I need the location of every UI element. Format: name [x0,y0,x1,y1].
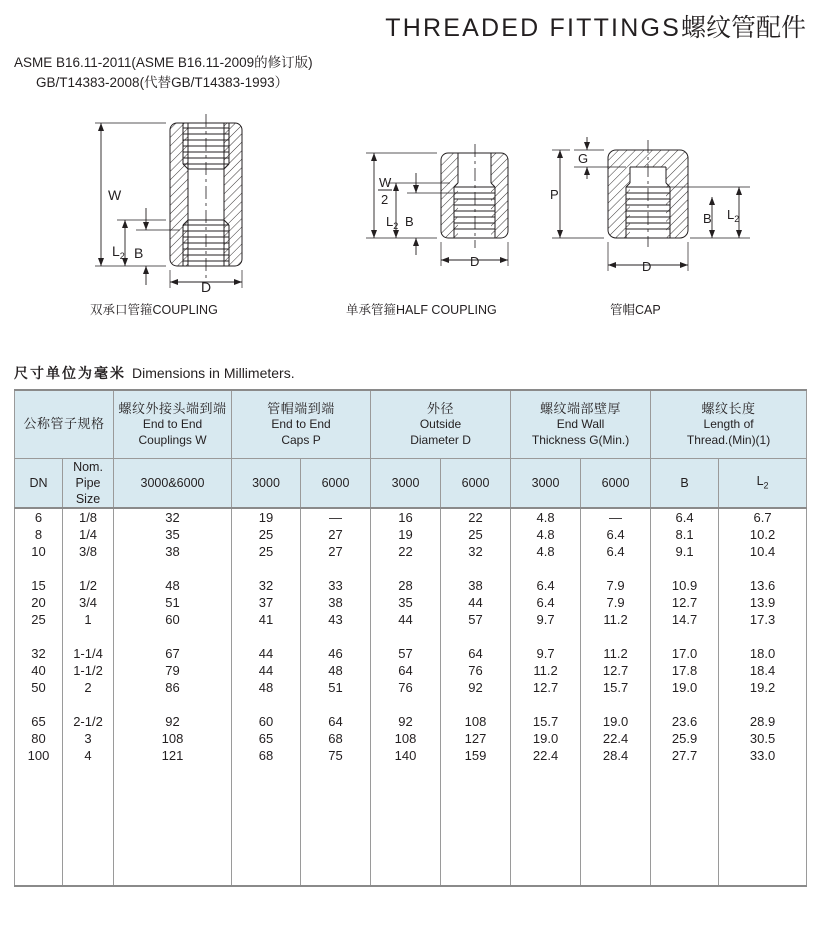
table-spacer-cell [371,628,441,645]
table-cell: 27 [301,526,371,543]
table-cell: 92 [441,679,511,696]
half-coupling-label-w: W [379,175,392,191]
table-spacer-cell [114,560,232,577]
table-cell: 19 [232,508,301,526]
table-cell: 35 [371,594,441,611]
table-spacer-cell [15,696,63,713]
table-row [15,508,807,526]
table-spacer-cell [63,696,114,713]
table-cell: 50 [15,679,63,696]
table-cell: 19.0 [581,713,651,730]
table-spacer-cell [15,560,63,577]
table-cell: 92 [371,713,441,730]
table-cell: 6 [15,508,63,526]
table-cell: 3 [63,730,114,747]
table-cell: 19.0 [651,679,719,696]
table-spacer-cell [581,628,651,645]
table-cell: 22 [441,508,511,526]
table-cell: 80 [15,730,63,747]
page-title [0,0,820,44]
table-cell: 2-1/2 [63,713,114,730]
table-cell: 65 [15,713,63,730]
table-cell: 3/4 [63,594,114,611]
column-header-l2: $L_2$ [719,458,807,508]
column-header-w-3000-6000: 3000&6000 [114,458,232,508]
table-cell: 44 [232,662,301,679]
table-spacer-cell [651,560,719,577]
table-cell: 1 [63,611,114,628]
table-cell: 28.4 [581,747,651,764]
coupling-label-d: D [201,279,212,296]
page-title-en: THREADED FITTINGS [385,14,681,42]
table-spacer-cell [301,696,371,713]
table-cell: 76 [441,662,511,679]
table-row [15,730,807,747]
table-cell: 12.7 [581,662,651,679]
table-cell: 28.9 [719,713,807,730]
table-cell: 32 [114,508,232,526]
table-cell: 14.7 [651,611,719,628]
table-spacer-cell [301,560,371,577]
table-cell: 51 [301,679,371,696]
table-cell: 12.7 [651,594,719,611]
figure-caption-half-coupling: 单承管箍HALF COUPLING [346,303,497,318]
figure-caption-coupling: 双承口管箍COUPLING [90,303,218,318]
group-header-nominal-size: 公称管子规格 [15,390,114,458]
table-cell: 19.0 [511,730,581,747]
table-cell: 38 [301,594,371,611]
table-cell: 25.9 [651,730,719,747]
group-header-thread-length: 螺纹长度 Length of Thread.(Min)(1) [651,390,807,458]
spec-table-body [15,508,807,886]
cap-label-l2: $L_2$ [727,207,740,225]
table-cell: 86 [114,679,232,696]
half-coupling-label-l2: $L_2$ [386,214,399,232]
table-cell: 22.4 [511,747,581,764]
table-cell: 108 [371,730,441,747]
table-group-spacer [15,696,807,713]
table-cell: 32 [441,543,511,560]
table-cell: 57 [441,611,511,628]
table-cell: 1-1/2 [63,662,114,679]
table-cell: 10.4 [719,543,807,560]
table-cell: 64 [441,645,511,662]
spec-table-head [15,390,807,508]
figure-half-coupling [346,138,538,318]
units-note [14,363,820,383]
table-cell: 25 [15,611,63,628]
table-cell: 65 [232,730,301,747]
table-cell: 19 [371,526,441,543]
table-cell: 10 [15,543,63,560]
standard-gb: GB/T14383-2008(代替GB/T14383-1993） [36,74,289,90]
table-cell: 20 [15,594,63,611]
group-header-couplings-w: 螺纹外接头端到端 End to End Couplings W [114,390,232,458]
table-spacer-cell [232,696,301,713]
table-row [15,662,807,679]
table-cell: 11.2 [511,662,581,679]
table-cell: 76 [371,679,441,696]
group-header-end-wall-thickness-en: End Wall Thickness G(Min.) [531,417,630,447]
standard-asme: ASME B16.11-2011(ASME B16.11-2009的修订版) [14,55,313,70]
table-filler-cell [651,764,719,886]
cap-label-g: G [578,151,589,167]
table-cell: 108 [441,713,511,730]
table-filler-cell [441,764,511,886]
half-coupling-label-b: B [405,214,414,230]
table-spacer-cell [371,696,441,713]
table-row [15,594,807,611]
table-cell: 11.2 [581,645,651,662]
table-cell: 15.7 [511,713,581,730]
table-cell: 40 [15,662,63,679]
table-spacer-cell [511,628,581,645]
table-spacer-cell [301,628,371,645]
table-cell: 18.4 [719,662,807,679]
table-group-spacer [15,628,807,645]
table-cell: 30.5 [719,730,807,747]
table-cell: 68 [232,747,301,764]
table-cell: 38 [441,577,511,594]
table-cell: 57 [371,645,441,662]
table-cell: 8.1 [651,526,719,543]
table-cell: 18.0 [719,645,807,662]
table-cell: 44 [371,611,441,628]
table-row [15,577,807,594]
table-cell: 17.3 [719,611,807,628]
table-cell: 48 [301,662,371,679]
column-header-p-6000: 6000 [301,458,371,508]
table-spacer-cell [63,628,114,645]
coupling-drawing [70,110,270,295]
table-cell: 4 [63,747,114,764]
table-cell: 33.0 [719,747,807,764]
table-cell: 75 [301,747,371,764]
table-filler-cell [371,764,441,886]
column-header-g-6000: 6000 [581,458,651,508]
table-row [15,526,807,543]
figure-cap [540,135,760,318]
table-spacer-cell [114,628,232,645]
table-cell: 43 [301,611,371,628]
table-spacer-cell [441,696,511,713]
table-cell: 4.8 [511,543,581,560]
table-cell: 68 [301,730,371,747]
units-note-en: Dimensions in Millimeters. [132,365,295,382]
table-cell: 9.7 [511,645,581,662]
group-header-caps-p-en: End to End Caps P [271,417,331,447]
table-cell: 37 [232,594,301,611]
table-cell: 48 [114,577,232,594]
table-spacer-cell [371,560,441,577]
table-spacer-cell [511,560,581,577]
table-filler-cell [63,764,114,886]
table-cell: 44 [232,645,301,662]
group-header-outside-diameter: 外径 Outside Diameter D [371,390,511,458]
table-spacer-cell [232,628,301,645]
table-cell: 25 [232,543,301,560]
group-header-couplings-w-en: End to End Couplings W [138,417,207,447]
table-filler-cell [114,764,232,886]
table-row [15,645,807,662]
page-title-cn: 螺纹管配件 [680,14,806,42]
table-cell: 38 [114,543,232,560]
coupling-label-b: B [134,245,144,262]
table-filler-cell [719,764,807,886]
table-spacer-cell [441,560,511,577]
table-spacer-cell [232,560,301,577]
table-spacer-cell [651,628,719,645]
table-cell: 16 [371,508,441,526]
table-cell: 12.7 [511,679,581,696]
figure-caption-cap: 管帽CAP [610,303,661,318]
table-cell: 92 [114,713,232,730]
table-filler-cell [15,764,63,886]
table-cell: 121 [114,747,232,764]
table-cell: 17.0 [651,645,719,662]
table-cell: 23.6 [651,713,719,730]
table-cell: 6.4 [651,508,719,526]
table-cell: — [581,508,651,526]
table-row [15,611,807,628]
table-cell: 6.4 [511,577,581,594]
table-filler-cell [301,764,371,886]
table-spacer-cell [651,696,719,713]
table-cell: 100 [15,747,63,764]
table-filler-cell [511,764,581,886]
table-cell: 48 [232,679,301,696]
table-cell: 27 [301,543,371,560]
table-cell: 51 [114,594,232,611]
table-cell: 60 [232,713,301,730]
table-cell: 1/4 [63,526,114,543]
table-cell: 9.1 [651,543,719,560]
table-cell: 17.8 [651,662,719,679]
table-cell: 7.9 [581,594,651,611]
half-coupling-drawing [358,138,538,298]
table-cell: 9.7 [511,611,581,628]
column-header-g-3000: 3000 [511,458,581,508]
table-cell: 11.2 [581,611,651,628]
table-spacer-cell [719,628,807,645]
table-cell: 4.8 [511,526,581,543]
header-row-class [15,458,807,508]
table-cell: 13.6 [719,577,807,594]
cap-label-d: D [642,259,652,275]
group-header-outside-diameter-en: Outside Diameter D [410,417,471,447]
table-cell: 22 [371,543,441,560]
table-filler-cell [232,764,301,886]
table-cell: 32 [232,577,301,594]
table-cell: 46 [301,645,371,662]
table-cell: 64 [371,662,441,679]
figure-coupling [70,110,270,318]
table-cell: 7.9 [581,577,651,594]
table-cell: 79 [114,662,232,679]
table-cell: 35 [114,526,232,543]
table-spacer-cell [114,696,232,713]
spec-table [14,389,807,887]
table-cell: 6.4 [581,526,651,543]
half-coupling-label-d: D [470,254,480,270]
table-cell: 6.4 [581,543,651,560]
table-cell: 127 [441,730,511,747]
table-cell: 13.9 [719,594,807,611]
table-row [15,543,807,560]
column-header-d-3000: 3000 [371,458,441,508]
half-coupling-label-w-denominator: 2 [381,192,389,208]
table-spacer-cell [581,696,651,713]
table-group-spacer [15,560,807,577]
table-cell: 159 [441,747,511,764]
table-cell: — [301,508,371,526]
table-spacer-cell [581,560,651,577]
table-cell: 1/8 [63,508,114,526]
column-header-nom-pipe-size: Nom. Pipe Size [63,458,114,508]
standards-block [14,53,820,92]
table-cell: 1-1/4 [63,645,114,662]
table-spacer-cell [441,628,511,645]
column-header-p-3000: 3000 [232,458,301,508]
table-spacer-cell [15,628,63,645]
table-cell: 22.4 [581,730,651,747]
table-cell: 2 [63,679,114,696]
table-filler-cell [581,764,651,886]
table-spacer-cell [719,696,807,713]
table-row [15,747,807,764]
table-cell: 10.9 [651,577,719,594]
table-cell: 10.2 [719,526,807,543]
column-header-dn: DN [15,458,63,508]
table-cell: 60 [114,611,232,628]
table-cell: 27.7 [651,747,719,764]
cap-label-b: B [703,211,712,227]
header-row-group [15,390,807,458]
table-cell: 15.7 [581,679,651,696]
table-cell: 32 [15,645,63,662]
spec-table-wrapper [14,389,806,887]
table-cell: 33 [301,577,371,594]
table-cell: 41 [232,611,301,628]
table-cell: 25 [441,526,511,543]
coupling-label-w: W [108,187,122,204]
table-spacer-cell [511,696,581,713]
group-header-thread-length-en: Length of Thread.(Min)(1) [686,417,771,447]
cap-label-p: P [550,187,559,203]
table-row [15,713,807,730]
table-row [15,679,807,696]
table-cell: 6.7 [719,508,807,526]
column-header-b: B [651,458,719,508]
column-header-d-6000: 6000 [441,458,511,508]
table-cell: 19.2 [719,679,807,696]
table-cell: 67 [114,645,232,662]
table-cell: 25 [232,526,301,543]
table-cell: 4.8 [511,508,581,526]
table-empty-filler [15,764,807,886]
table-cell: 44 [441,594,511,611]
table-cell: 1/2 [63,577,114,594]
table-cell: 6.4 [511,594,581,611]
group-header-caps-p: 管帽端到端 End to End Caps P [232,390,371,458]
group-header-end-wall-thickness: 螺纹端部壁厚 End Wall Thickness G(Min.) [511,390,651,458]
cap-drawing [540,135,760,300]
diagram-band [0,110,820,345]
table-spacer-cell [719,560,807,577]
table-cell: 28 [371,577,441,594]
table-spacer-cell [63,560,114,577]
table-cell: 8 [15,526,63,543]
coupling-label-l2: $L_2$ [112,243,125,262]
units-note-cn: 尺寸单位为毫米 [14,365,126,382]
table-cell: 15 [15,577,63,594]
table-cell: 64 [301,713,371,730]
table-cell: 108 [114,730,232,747]
table-cell: 3/8 [63,543,114,560]
table-cell: 140 [371,747,441,764]
